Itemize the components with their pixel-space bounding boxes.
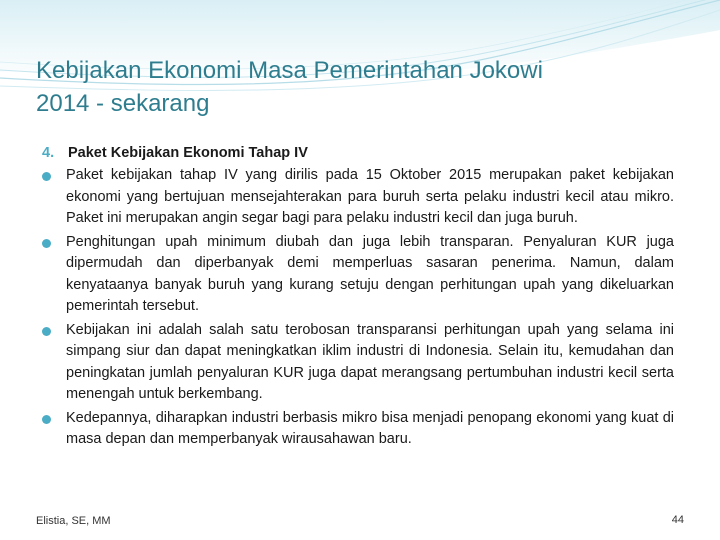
bullet-item (42, 232, 674, 318)
bullet-list (42, 165, 674, 451)
page-number: 44 (671, 514, 684, 526)
bullet-text: Penghitungan upah minimum diubah dan juga lebih transparan. Penyaluran KUR juga dipermudah dan diperbanyak demi memperluas sasaran penerima. Namun, dalam kenyataanya banyak buruh yang kurang setuju dengan perhitungan upah yang dikeluarkan pemerintah tersebut. (66, 233, 674, 314)
footer-author: Elistia, SE, MM (36, 515, 111, 527)
slide-title-line-2: 2014 - sekarang (36, 90, 210, 117)
section-heading (42, 145, 674, 161)
slide-title-line-1: Kebijakan Ekonomi Masa Pemerintahan Jokowi (36, 57, 543, 84)
bullet-item (42, 320, 674, 406)
bullet-text: Kebijakan ini adalah salah satu terobosan transparansi perhitungan upah yang selama ini simpang siur dan dapat meningkatkan iklim industri di Indonesia. Selain itu, kemudahan dan peningkatan jumlah penyaluran KUR juga dapat merangsang pertumbuhan industri kecil serta menengah untuk berkembang. (66, 321, 674, 402)
bullet-item (42, 165, 674, 230)
bullet-dot-icon (42, 415, 51, 424)
bullet-text: Paket kebijakan tahap IV yang dirilis pada 15 Oktober 2015 merupakan paket kebijakan ekonomi yang bertujuan mensejahterakan para buruh serta pelaku industri kecil atau mikro. Paket ini merupakan angin segar bagi para pelaku industri kecil dan juga buruh. (66, 167, 674, 226)
bullet-text: Kedepannya, diharapkan industri berbasis mikro bisa menjadi penopang ekonomi yang kuat di masa depan dan memperbanyak wirausahawan baru. (66, 409, 674, 447)
section-heading-text: Paket Kebijakan Ekonomi Tahap IV (68, 145, 308, 161)
bullet-dot-icon (42, 172, 51, 181)
bullet-dot-icon (42, 239, 51, 248)
bullet-item (42, 408, 674, 451)
bullet-dot-icon (42, 327, 51, 336)
slide-content (42, 145, 674, 453)
slide-title (36, 54, 676, 120)
section-number: 4. (42, 145, 55, 161)
